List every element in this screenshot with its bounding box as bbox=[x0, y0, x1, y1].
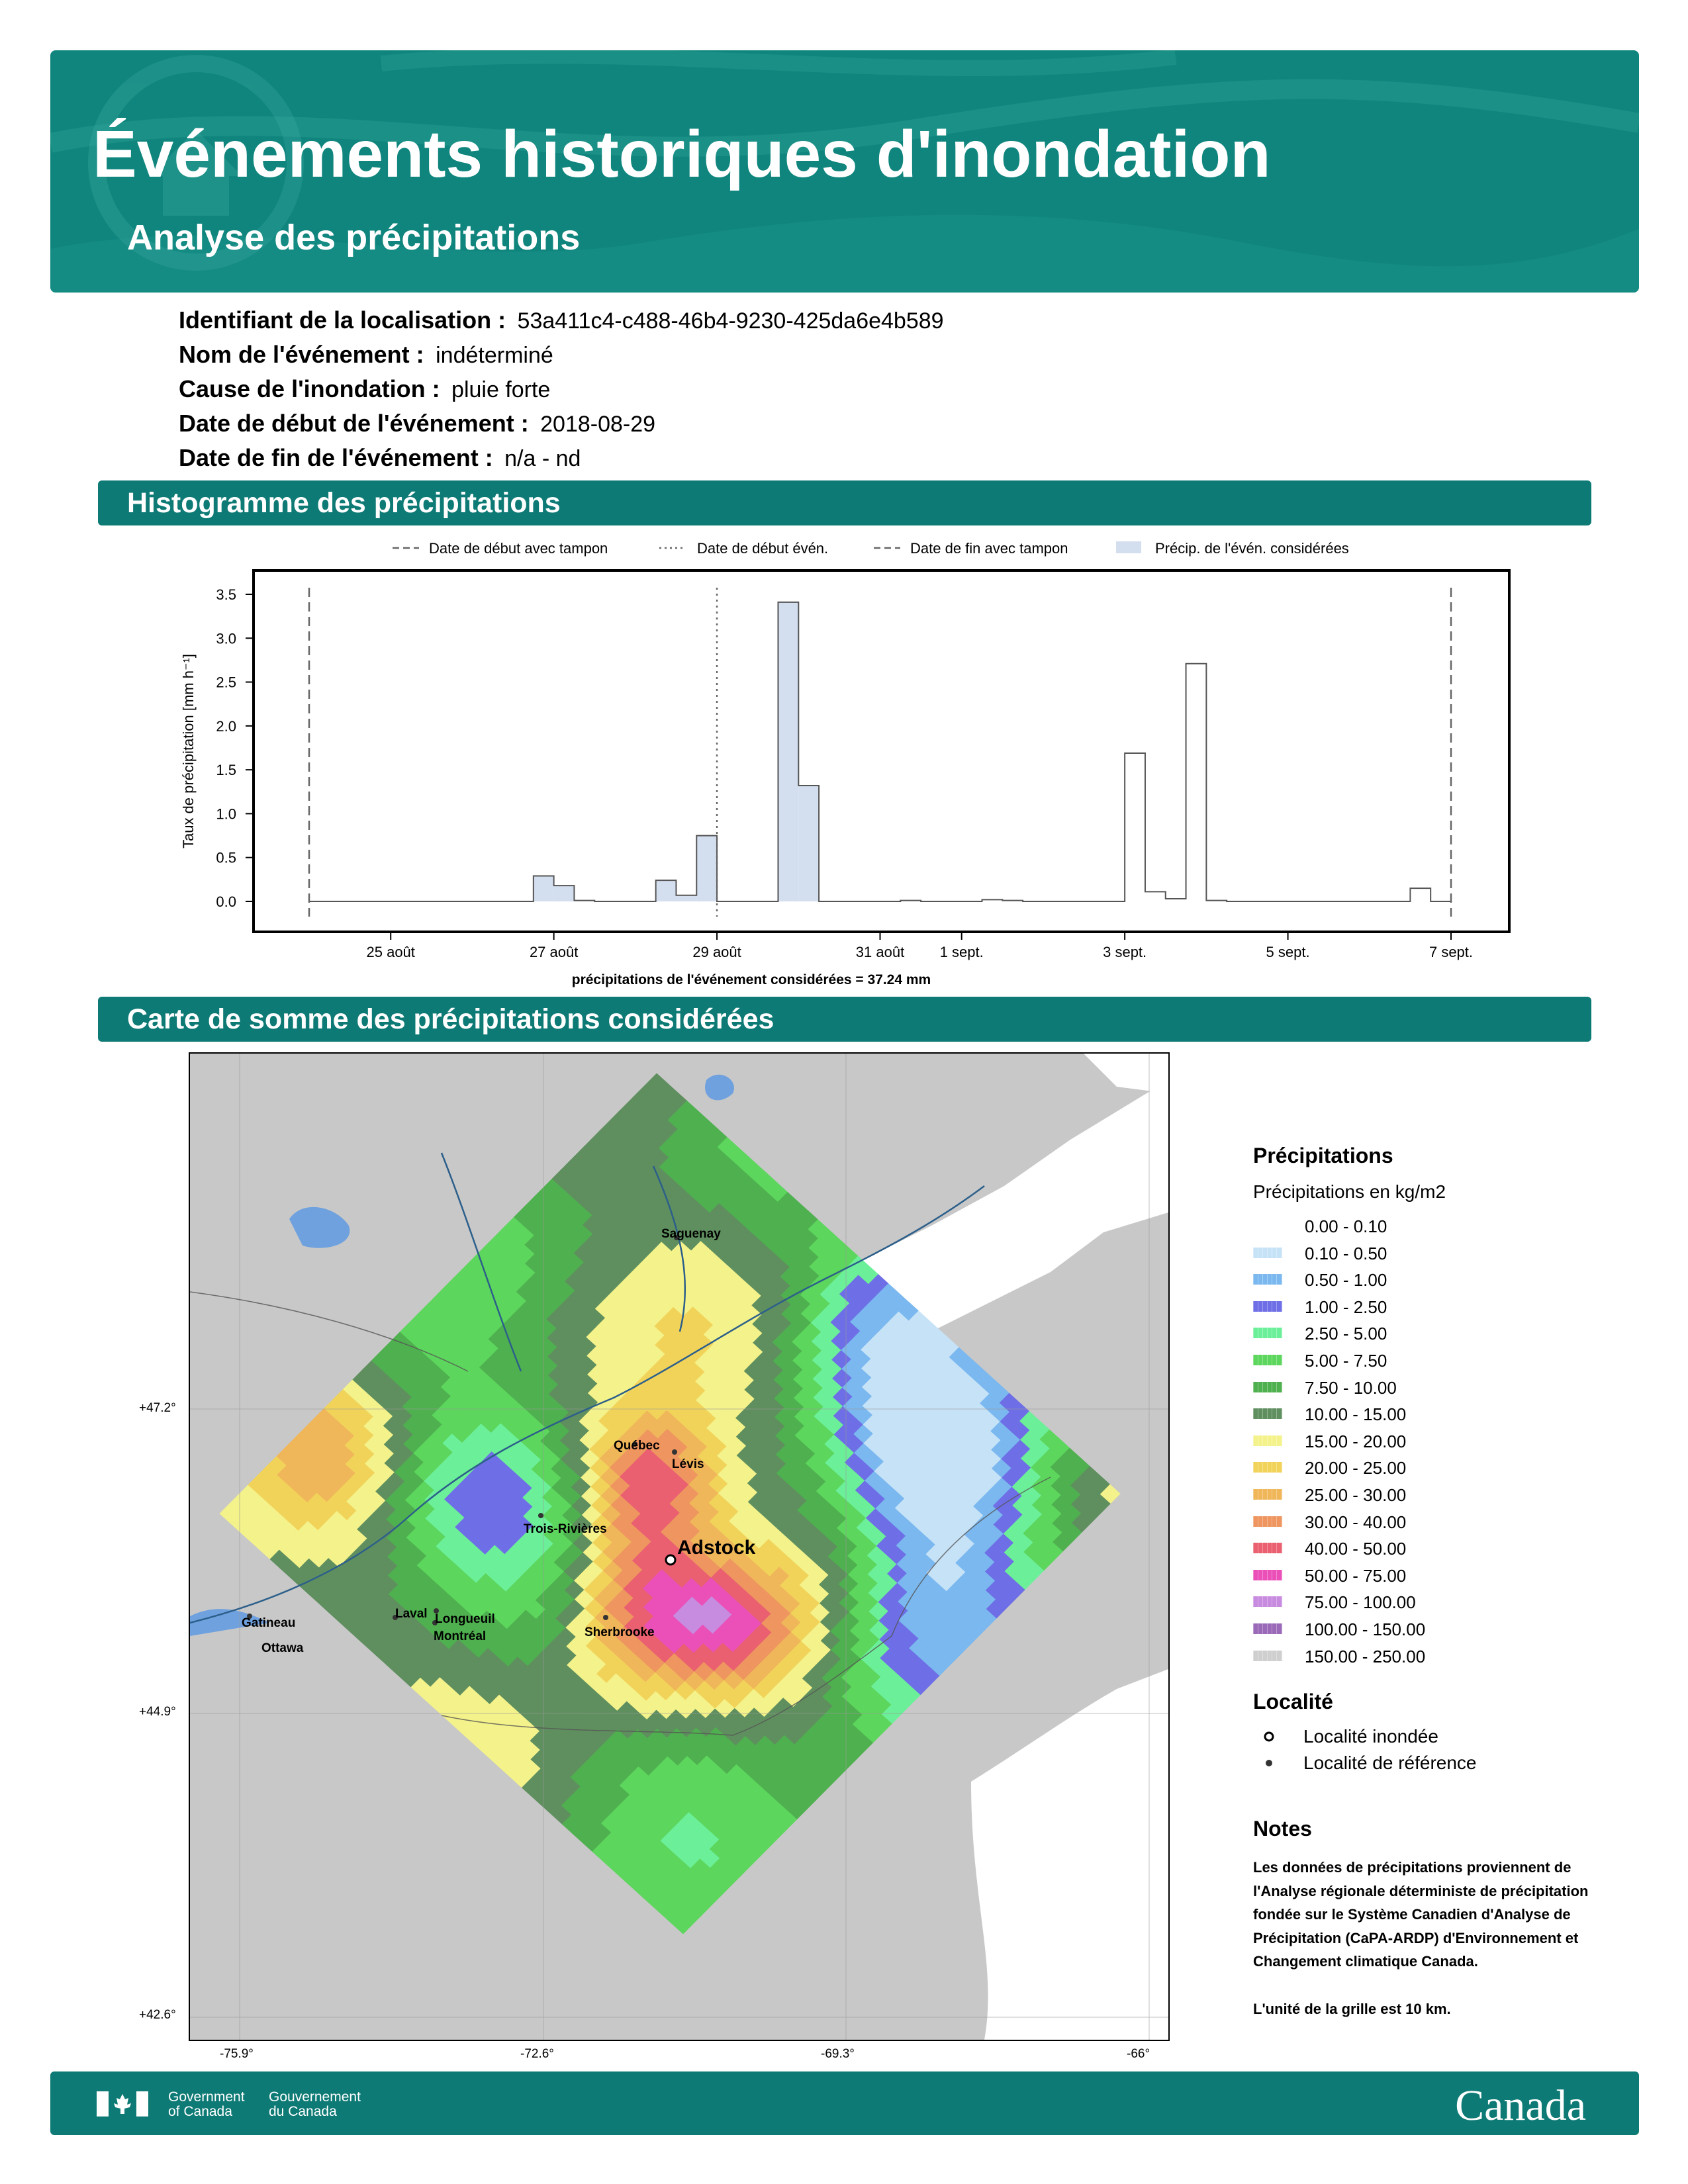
legend-item bbox=[1253, 1563, 1624, 1590]
plot-frame bbox=[254, 570, 1509, 932]
legend-swatch bbox=[1253, 1435, 1282, 1446]
info-label: Nom de l'événement : bbox=[179, 341, 424, 368]
info-label: Identifiant de la localisation : bbox=[179, 306, 506, 334]
y-tick-label: 3.5 bbox=[216, 586, 236, 603]
footer bbox=[50, 2071, 1639, 2135]
legend-swatch bbox=[1253, 1328, 1282, 1338]
legend-swatch bbox=[1253, 1651, 1282, 1661]
lat-tick: +44.9° bbox=[139, 1705, 176, 1719]
legend-title: Précipitations bbox=[1253, 1144, 1393, 1167]
place-ottawa: Ottawa bbox=[261, 1641, 304, 1655]
place-gatineau: Gatineau bbox=[242, 1616, 296, 1630]
notes bbox=[1253, 1817, 1597, 2021]
reference-locality-marker bbox=[538, 1513, 543, 1518]
reference-locality-marker bbox=[672, 1449, 677, 1455]
legend-item bbox=[1253, 1428, 1624, 1455]
precipitation-map bbox=[189, 1052, 1170, 2041]
notes-title: Notes bbox=[1253, 1817, 1312, 1841]
legend-item bbox=[1253, 1401, 1624, 1428]
lat-tick: +42.6° bbox=[139, 2008, 176, 2022]
dot-icon bbox=[1262, 1756, 1276, 1770]
legend-reference-label: Localité de référence bbox=[1303, 1752, 1477, 1774]
flooded-locality-marker bbox=[666, 1555, 675, 1565]
legend-item bbox=[1253, 1320, 1624, 1347]
lat-tick: +47.2° bbox=[139, 1401, 176, 1415]
atlantic-water bbox=[971, 1669, 1168, 2040]
lon-tick: -72.6° bbox=[520, 2047, 554, 2061]
event-bar-fill bbox=[798, 786, 819, 901]
legend-swatch bbox=[1253, 1543, 1282, 1553]
event-bar-fill bbox=[656, 880, 677, 901]
legend-item bbox=[1253, 1267, 1624, 1294]
page-title: Événements historiques d'inondation bbox=[93, 117, 1271, 191]
legend-item-label: 100.00 - 150.00 bbox=[1305, 1619, 1426, 1639]
y-tick-label: 2.5 bbox=[216, 674, 236, 691]
legend-subtitle: Précipitations en kg/m2 bbox=[1253, 1181, 1446, 1202]
gulf-water bbox=[1084, 1054, 1168, 1093]
reference-locality-marker bbox=[603, 1615, 608, 1620]
legend-item-label: 15.00 - 20.00 bbox=[1305, 1431, 1407, 1451]
x-tick-label: 25 août bbox=[366, 944, 415, 960]
legend-item bbox=[1253, 1535, 1624, 1563]
legend-item-label: 40.00 - 50.00 bbox=[1305, 1539, 1407, 1559]
legend-item bbox=[1253, 1375, 1624, 1402]
legend-item-label: 1.00 - 2.50 bbox=[1305, 1297, 1387, 1317]
legend-swatch bbox=[1253, 1596, 1282, 1607]
y-axis-label: Taux de précipitation [mm h⁻¹] bbox=[180, 653, 197, 849]
legend-flooded bbox=[1253, 1723, 1624, 1750]
legend-item bbox=[1253, 1294, 1624, 1321]
legend-item-label: 20.00 - 25.00 bbox=[1305, 1458, 1407, 1479]
legend-item bbox=[1253, 1589, 1624, 1616]
legend-item-label: 7.50 - 10.00 bbox=[1305, 1377, 1397, 1398]
place-longueuil: Longueuil bbox=[435, 1612, 495, 1626]
legend-item bbox=[1253, 1213, 1624, 1240]
legend-swatch bbox=[1253, 1220, 1282, 1231]
legend-item-label: 10.00 - 15.00 bbox=[1305, 1404, 1407, 1425]
legend-item-label: 30.00 - 40.00 bbox=[1305, 1512, 1407, 1532]
legend-item bbox=[1253, 1482, 1624, 1509]
legend-swatch bbox=[1253, 1408, 1282, 1419]
notes-grid: L'unité de la grille est 10 km. bbox=[1253, 2000, 1451, 2017]
legend-item-label: 2.50 - 5.00 bbox=[1305, 1324, 1387, 1344]
place-laval: Laval bbox=[395, 1607, 428, 1621]
legend-label: Date de début avec tampon bbox=[429, 540, 608, 557]
gov-en: Government of Canada bbox=[168, 2089, 245, 2119]
x-tick-label: 1 sept. bbox=[939, 944, 984, 960]
place-trois-rivieres: Trois-Rivières bbox=[524, 1522, 607, 1536]
x-tick-label: 3 sept. bbox=[1103, 944, 1147, 960]
legend-item bbox=[1253, 1240, 1624, 1267]
place-adstock: Adstock bbox=[677, 1537, 756, 1559]
legend-item-label: 50.00 - 75.00 bbox=[1305, 1565, 1407, 1586]
legend-item-label: 0.00 - 0.10 bbox=[1305, 1216, 1387, 1236]
legend-item bbox=[1253, 1509, 1624, 1536]
lake-1 bbox=[289, 1207, 350, 1248]
canada-wordmark: Canada bbox=[1455, 2081, 1586, 2130]
legend-swatch bbox=[1253, 1301, 1282, 1312]
x-tick-label: 27 août bbox=[529, 944, 579, 960]
legend-label: Précip. de l'évén. considérées bbox=[1155, 540, 1349, 557]
x-axis-label: précipitations de l'événement considérées = 37.24 mm bbox=[571, 972, 931, 987]
lon-tick: -75.9° bbox=[220, 2047, 254, 2061]
section-title: Carte de somme des précipitations considérées bbox=[127, 1003, 774, 1035]
lake-2 bbox=[705, 1075, 734, 1101]
legend-item bbox=[1253, 1347, 1624, 1375]
x-tick-label: 31 août bbox=[855, 944, 905, 960]
legend-patch bbox=[1116, 541, 1141, 553]
legend-swatch bbox=[1253, 1623, 1282, 1634]
legend-swatch bbox=[1253, 1516, 1282, 1527]
info-value: indéterminé bbox=[436, 343, 553, 368]
place-saguenay: Saguenay bbox=[661, 1227, 721, 1241]
x-tick-label: 29 août bbox=[692, 944, 741, 960]
event-bar-fill bbox=[778, 602, 798, 901]
precip-step-line bbox=[309, 602, 1451, 901]
notes-text: Les données de précipitations proviennent de l'Analyse régionale déterministe de précipitation fondée sur le Système Canadien d'Analyse de Précipitation (CaPA-ARDP) d'Environnement et Changement climatique Canada. bbox=[1253, 1859, 1589, 1970]
section-header-map bbox=[98, 997, 1591, 1042]
legend-items bbox=[1253, 1213, 1624, 1670]
map-legend bbox=[1253, 1144, 1624, 1776]
gov-fr: Gouvernement du Canada bbox=[269, 2089, 361, 2119]
legend-label: Date de fin avec tampon bbox=[910, 540, 1068, 557]
info-value: pluie forte bbox=[451, 377, 551, 402]
legend-item-label: 150.00 - 250.00 bbox=[1305, 1646, 1426, 1666]
event-bar-fill bbox=[676, 895, 696, 901]
y-tick-label: 3.0 bbox=[216, 630, 236, 647]
place-levis: Lévis bbox=[672, 1457, 704, 1471]
y-tick-label: 0.5 bbox=[216, 849, 236, 866]
precipitation-histogram bbox=[0, 0, 1688, 993]
y-tick-label: 1.0 bbox=[216, 805, 236, 823]
info-label: Cause de l'inondation : bbox=[179, 375, 440, 402]
page-subtitle: Analyse des précipitations bbox=[127, 218, 581, 257]
event-bar-fill bbox=[696, 836, 717, 901]
lon-tick: -66° bbox=[1127, 2047, 1150, 2061]
canada-flag-icon bbox=[97, 2091, 148, 2116]
legend-item-label: 0.50 - 1.00 bbox=[1305, 1270, 1387, 1291]
event-bar-fill bbox=[534, 876, 554, 901]
y-tick-label: 0.0 bbox=[216, 893, 236, 910]
y-tick-label: 2.0 bbox=[216, 717, 236, 735]
locality-title: Localité bbox=[1253, 1690, 1333, 1714]
legend-reference bbox=[1253, 1750, 1624, 1776]
x-tick-label: 5 sept. bbox=[1266, 944, 1310, 960]
place-montreal: Montréal bbox=[434, 1629, 487, 1643]
info-value: 2018-08-29 bbox=[540, 412, 656, 437]
legend-swatch bbox=[1253, 1355, 1282, 1365]
x-tick-label: 7 sept. bbox=[1429, 944, 1474, 960]
section-title: Histogramme des précipitations bbox=[127, 487, 561, 519]
lon-tick: -69.3° bbox=[821, 2047, 855, 2061]
legend-item-label: 75.00 - 100.00 bbox=[1305, 1592, 1416, 1613]
legend-item-label: 5.00 - 7.50 bbox=[1305, 1350, 1387, 1371]
info-label: Date de début de l'événement : bbox=[179, 410, 529, 437]
legend-item bbox=[1253, 1455, 1624, 1482]
legend-item bbox=[1253, 1643, 1624, 1670]
legend-swatch bbox=[1253, 1570, 1282, 1580]
info-value: 53a411c4-c488-46b4-9230-425da6e4b589 bbox=[517, 308, 944, 334]
legend-swatch bbox=[1253, 1274, 1282, 1285]
legend-swatch bbox=[1253, 1462, 1282, 1473]
info-value: n/a - nd bbox=[504, 446, 581, 471]
legend-item-label: 25.00 - 30.00 bbox=[1305, 1484, 1407, 1505]
open-circle-icon bbox=[1262, 1730, 1276, 1743]
place-quebec: Québec bbox=[614, 1439, 660, 1453]
y-tick-label: 1.5 bbox=[216, 762, 236, 779]
place-sherbrooke: Sherbrooke bbox=[585, 1625, 655, 1639]
legend-swatch bbox=[1253, 1248, 1282, 1258]
legend-swatch bbox=[1253, 1382, 1282, 1392]
legend-item bbox=[1253, 1616, 1624, 1643]
legend-item-label: 0.10 - 0.50 bbox=[1305, 1243, 1387, 1263]
legend-label: Date de début évén. bbox=[697, 540, 829, 557]
legend-swatch bbox=[1253, 1489, 1282, 1500]
info-label: Date de fin de l'événement : bbox=[179, 444, 493, 471]
event-bar-fill bbox=[554, 886, 575, 901]
legend-flooded-label: Localité inondée bbox=[1303, 1726, 1438, 1747]
